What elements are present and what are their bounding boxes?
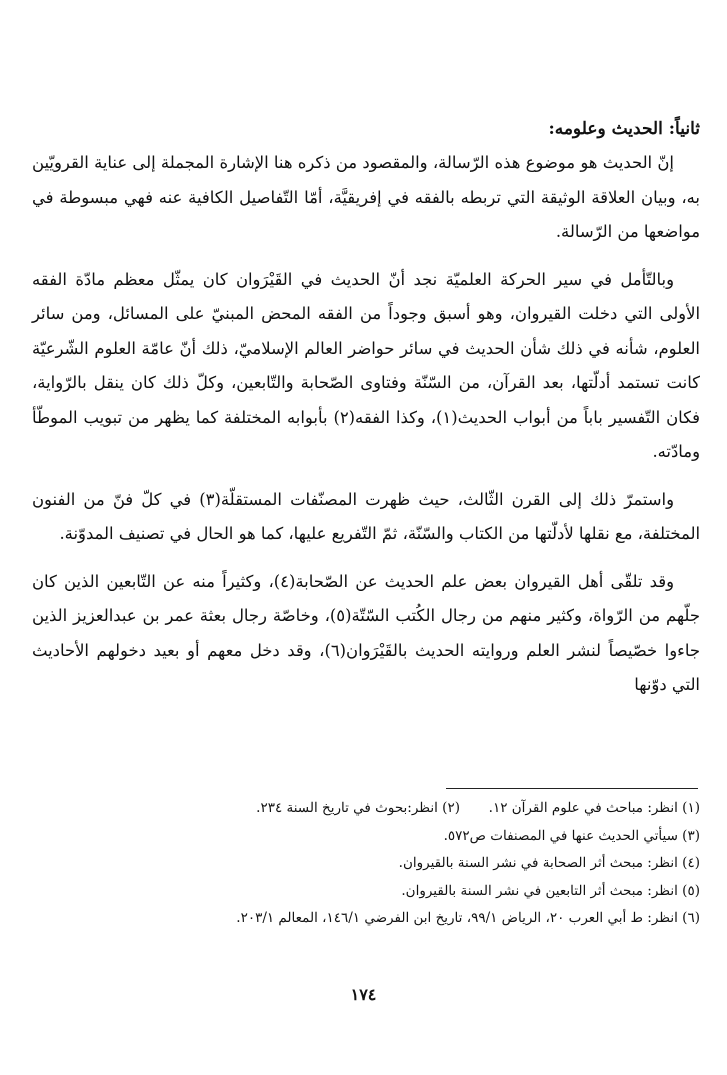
paragraph-1: إنّ الحديث هو موضوع هذه الرّسالة، والمقصود من ذكره هنا الإشارة المجملة إلى عناية القرويّين به، وبيان العلاقة الوثيقة التي تربطه بالفقه في إفريقيَّة، أمّا التّفاصيل الكافية عنه فهي مبسوطة في مواضعها من الرّسالة. <box>32 153 700 241</box>
paragraph-3: واستمرّ ذلك إلى القرن الثّالث، حيث ظهرت المصنّفات المستقلّة(٣) في كلّ فنّ من الفنون المختلفة، مع نقلها لأدلّتها من الكتاب والسّنّة، ثمّ التّفريع عليها، كما هو الحال في تصنيف المدوّنة. <box>32 489 700 543</box>
footnotes <box>32 795 700 933</box>
footnote-divider <box>446 788 698 789</box>
page-number: ١٧٤ <box>350 985 377 1004</box>
footnote-4: (٤) انظر: مبحث أثر الصحابة في نشر السنة بالقيروان. <box>398 855 700 871</box>
footnote-3: (٣) سيأتي الحديث عنها في المصنفات ص٥٧٢. <box>443 827 700 844</box>
paragraph-2: وبالتّأمل في سير الحركة العلميّة نجد أنّ الحديث في القَيْرَوان كان يمثّل معظم مادّة الفقه الأولى التي دخلت القيروان، وهو أسبق وجوداً من الفقه المحض المبنيّ على المسائل، ومن سائر العلوم، شأنه في ذلك شأن الحديث في سائر حواضر العالم الإسلاميّ، ذلك أنّ عامّة العلوم الشّرعيّة كانت تستمد أدلّتها، بعد القرآن، من السّنّة وفتاوى الصّحابة والتّابعين، وكلّ ذلك كان ينقل بالرّواية، فكان التّفسير باباً من أبواب الحديث(١)، وكذا الفقه(٢) بأبوابه المختلفة كما يظهر من تبويب الموطّأ ومادّته. <box>32 269 700 461</box>
paragraph-4: وقد تلقّى أهل القيروان بعض علم الحديث عن الصّحابة(٤)، وكثيراً منه عن التّابعين الذين كان جلّهم من الرّواة، وكثير منهم من رجال الكُتب السّتّة(٥)، وخاصّة رجال بعثة عمر بن عبدالعزيز الذين جاءوا خصّيصاً لنشر العلم وروايته الحديث بالقَيْرَوان(٦)، وقد دخل معهم أو بعيد دخولهم الأحاديث التي دوّنها <box>32 571 700 694</box>
footnote-6: (٦) انظر: ط أبي العرب ٢٠، الرياض ٩٩/١، تاريخ ابن الفرضي ١٤٦/١، المعالم ٢٠٣/١. <box>236 910 700 926</box>
footnote-2: (٢) انظر:بحوث في تاريخ السنة ٢٣٤. <box>256 800 460 816</box>
section-heading: ثانياً: الحديث وعلومه: <box>548 119 700 139</box>
footnote-1: (١) انظر: مباحث في علوم القرآن ١٢. <box>488 800 700 816</box>
footnote-row-1-2 <box>32 795 700 823</box>
footnote-5: (٥) انظر: مبحث أثر التابعين في نشر السنة بالقيروان. <box>401 882 700 899</box>
page-body <box>32 112 700 716</box>
